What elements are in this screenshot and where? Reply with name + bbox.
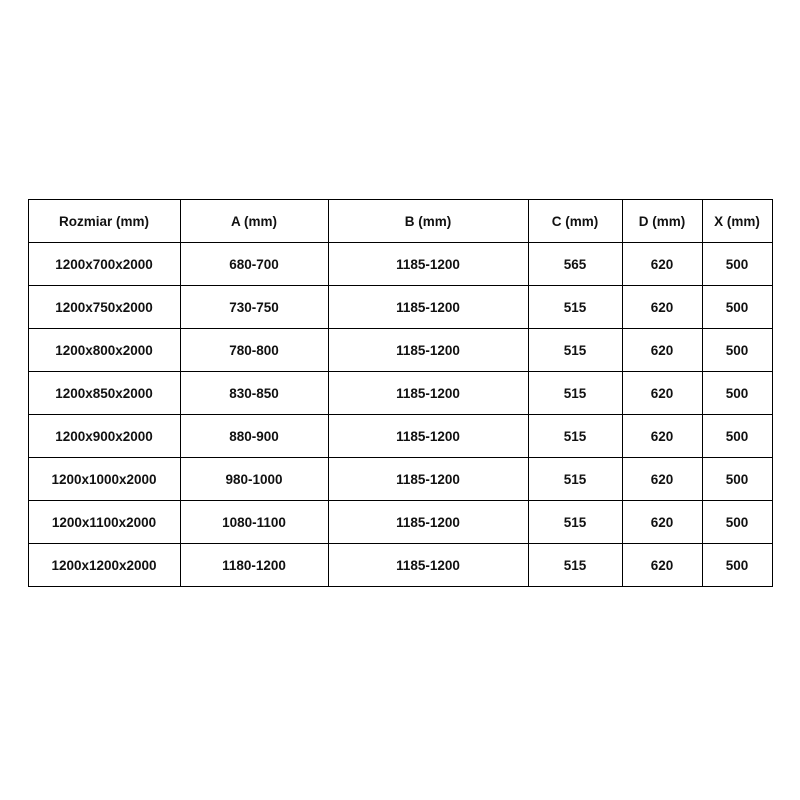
cell-d: 620 (622, 329, 702, 372)
cell-rozmiar: 1200x850x2000 (28, 372, 180, 415)
cell-b: 1185-1200 (328, 286, 528, 329)
table-row (28, 415, 772, 458)
cell-b: 1185-1200 (328, 329, 528, 372)
cell-x: 500 (702, 372, 772, 415)
cell-a: 880-900 (180, 415, 328, 458)
column-header-d: D (mm) (622, 200, 702, 243)
cell-c: 565 (528, 243, 622, 286)
dimensions-table (28, 199, 773, 587)
cell-c: 515 (528, 286, 622, 329)
column-header-a: A (mm) (180, 200, 328, 243)
cell-d: 620 (622, 286, 702, 329)
cell-c: 515 (528, 501, 622, 544)
cell-rozmiar: 1200x900x2000 (28, 415, 180, 458)
cell-d: 620 (622, 372, 702, 415)
cell-a: 1080-1100 (180, 501, 328, 544)
cell-rozmiar: 1200x750x2000 (28, 286, 180, 329)
table-row (28, 243, 772, 286)
table-row (28, 544, 772, 587)
table-header-row (28, 200, 772, 243)
table-row (28, 501, 772, 544)
cell-c: 515 (528, 372, 622, 415)
column-header-b: B (mm) (328, 200, 528, 243)
cell-b: 1185-1200 (328, 501, 528, 544)
cell-x: 500 (702, 458, 772, 501)
cell-rozmiar: 1200x1000x2000 (28, 458, 180, 501)
cell-x: 500 (702, 329, 772, 372)
column-header-c: C (mm) (528, 200, 622, 243)
cell-d: 620 (622, 415, 702, 458)
cell-c: 515 (528, 415, 622, 458)
cell-c: 515 (528, 544, 622, 587)
cell-a: 730-750 (180, 286, 328, 329)
cell-b: 1185-1200 (328, 458, 528, 501)
cell-d: 620 (622, 544, 702, 587)
table-header (28, 200, 772, 243)
cell-x: 500 (702, 243, 772, 286)
cell-a: 830-850 (180, 372, 328, 415)
cell-a: 980-1000 (180, 458, 328, 501)
cell-a: 680-700 (180, 243, 328, 286)
cell-c: 515 (528, 458, 622, 501)
table-row (28, 372, 772, 415)
table-body (28, 243, 772, 587)
cell-x: 500 (702, 415, 772, 458)
cell-d: 620 (622, 458, 702, 501)
table-row (28, 286, 772, 329)
cell-b: 1185-1200 (328, 544, 528, 587)
cell-a: 780-800 (180, 329, 328, 372)
cell-c: 515 (528, 329, 622, 372)
cell-rozmiar: 1200x800x2000 (28, 329, 180, 372)
cell-x: 500 (702, 501, 772, 544)
column-header-x: X (mm) (702, 200, 772, 243)
column-header-rozmiar: Rozmiar (mm) (28, 200, 180, 243)
cell-rozmiar: 1200x1100x2000 (28, 501, 180, 544)
cell-d: 620 (622, 501, 702, 544)
table-row (28, 329, 772, 372)
cell-a: 1180-1200 (180, 544, 328, 587)
cell-x: 500 (702, 544, 772, 587)
cell-d: 620 (622, 243, 702, 286)
cell-rozmiar: 1200x1200x2000 (28, 544, 180, 587)
cell-rozmiar: 1200x700x2000 (28, 243, 180, 286)
cell-b: 1185-1200 (328, 243, 528, 286)
cell-b: 1185-1200 (328, 372, 528, 415)
table-row (28, 458, 772, 501)
cell-b: 1185-1200 (328, 415, 528, 458)
cell-x: 500 (702, 286, 772, 329)
